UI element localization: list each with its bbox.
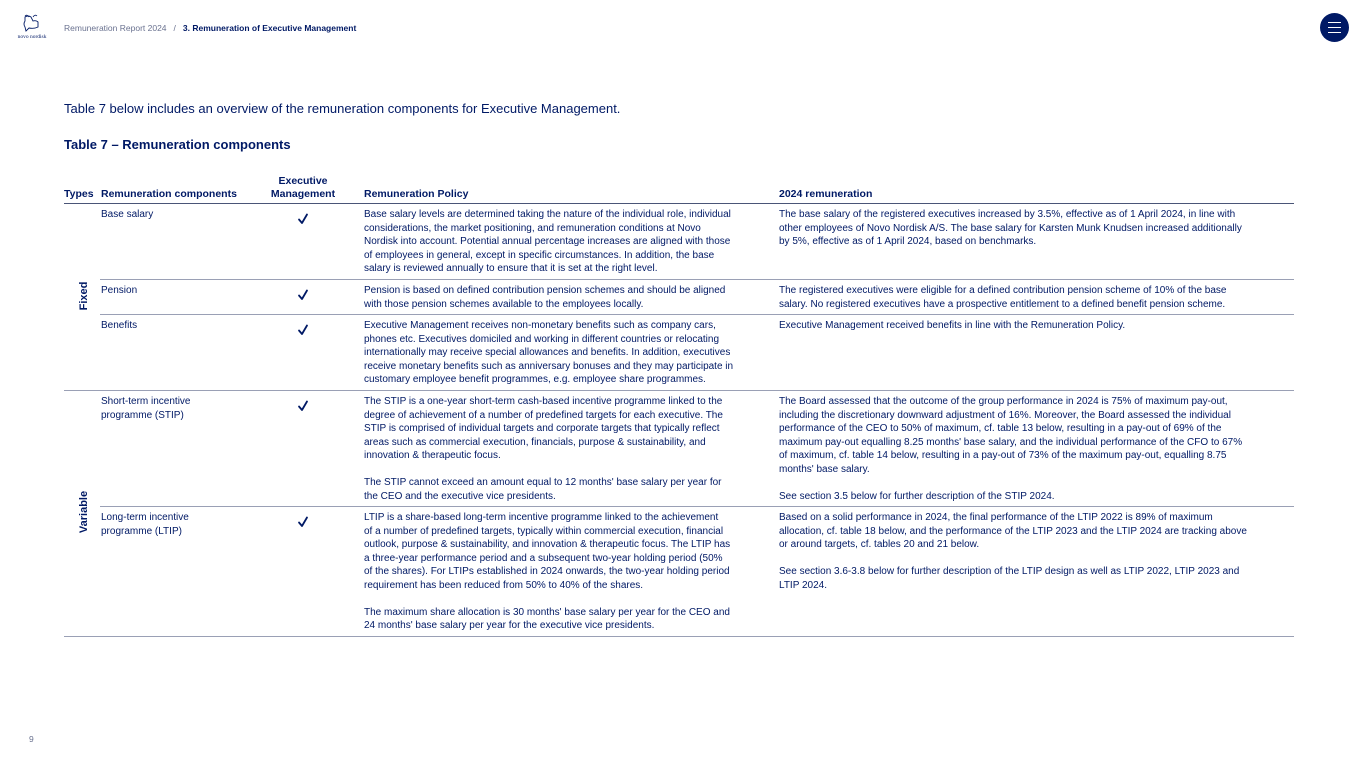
remuneration-line: performance of the CEO to 50% of maximum, cf. table 13 below, resulting in a pay-out of 69% of the [779, 423, 1222, 434]
remuneration-line: salary. No registered executives have a prospective entitlement to a defined benefit pension scheme. [779, 298, 1226, 310]
policy-line: The STIP cannot exceed an amount equal to 12 months' base salary per year for [364, 477, 722, 488]
novo-nordisk-logo[interactable] [14, 14, 50, 40]
policy-line: STIP is comprised of individual targets and corporate targets that typically reflect [364, 423, 720, 434]
policy-line: considerations, the market positioning, and remuneration conditions at Novo [364, 222, 701, 234]
row-divider [100, 279, 1294, 280]
component-line: programme (LTIP) [101, 525, 182, 537]
row-benefits [101, 319, 251, 333]
col-header-remuneration: 2024 remuneration [779, 188, 873, 200]
group-divider [64, 390, 1294, 391]
col-header-executive-line1: Executive [278, 175, 328, 187]
remuneration-line: The registered executives were eligible for a defined contribution pension scheme of 10% of the base [779, 285, 1227, 296]
policy-line [364, 592, 769, 606]
policy-ltip [364, 511, 769, 633]
policy-stip [364, 395, 769, 503]
remuneration-line: See section 3.6-3.8 below for further description of the LTIP design as well as LTIP 2022, LTIP 2023 and [779, 566, 1240, 577]
policy-line: customary employee benefit programmes, e.g. employee share programmes. [364, 374, 706, 385]
policy-line: salary is reviewed annually to ensure that it is set at the right level. [364, 263, 658, 274]
remuneration-line: other employees of Novo Nordisk A/S. The base salary for Karsten Munk Knudsen increased additionally [779, 222, 1242, 234]
component-line: Short-term incentive [101, 396, 191, 407]
col-header-executive [262, 175, 344, 201]
policy-line [364, 463, 769, 477]
remuneration-stip [779, 395, 1294, 503]
remuneration-line: Executive Management received benefits in line with the Remuneration Policy. [779, 320, 1126, 331]
remuneration-line: or around targets, cf. tables 20 and 21 below. [779, 539, 980, 550]
breadcrumb [64, 23, 356, 33]
breadcrumb-section[interactable]: 3. Remuneration of Executive Management [182, 23, 357, 33]
policy-line: The maximum share allocation is 30 months' base salary per year for the CEO and [364, 606, 730, 618]
table-bottom-rule [64, 636, 1294, 637]
row-divider [100, 506, 1294, 507]
policy-line: receive monetary benefits such as anniversary bonuses and they may participate in [364, 360, 734, 372]
remuneration-line: Based on a solid performance in 2024, the final performance of the LTIP 2022 is 89% of maximum [779, 512, 1213, 523]
remuneration-ltip [779, 511, 1294, 592]
hamburger-menu-icon [1328, 22, 1341, 23]
remuneration-benefits [779, 319, 1294, 333]
policy-base-salary [364, 208, 769, 276]
policy-benefits [364, 319, 769, 387]
policy-line: Nordisk into account. Potential annual percentage increases are aligned with those [364, 236, 731, 247]
policy-line: degree of achievement of a number of predefined targets for each executive. The [364, 409, 723, 421]
component-line: Benefits [101, 320, 138, 331]
page-number: 9 [29, 734, 34, 744]
remuneration-line: The Board assessed that the outcome of the group performance in 2024 is 75% of maximum pay-out, [779, 396, 1228, 407]
remuneration-line: by 5%, effective as of 1 April 2024, based on benchmarks. [779, 236, 1037, 247]
remuneration-line: See section 3.5 below for further description of the STIP 2024. [779, 490, 1055, 502]
group-label-fixed: Fixed [78, 281, 90, 311]
logo-wordmark: novo nordisk [17, 34, 47, 40]
policy-line: a three-year performance period and a subsequent two-year holding period (50% [364, 552, 723, 564]
remuneration-line: maximum pay-out equalling 8.25 months' base salary, and the individual performance of the CFO to 67% [779, 436, 1243, 448]
policy-line: 24 months' base salary per year for the executive vice presidents. [364, 620, 655, 631]
breadcrumb-report[interactable]: Remuneration Report 2024 [64, 23, 167, 33]
remuneration-line [779, 476, 1294, 490]
row-pension [101, 284, 251, 298]
row-base-salary [101, 208, 251, 222]
policy-line: innovation & therapeutic focus. [364, 450, 501, 461]
checkmark-icon [297, 289, 309, 301]
policy-line: Pension is based on defined contribution pension schemes and should be aligned [364, 285, 726, 296]
header-rule [64, 203, 1294, 204]
policy-line: the CEO and the executive vice presidents. [364, 490, 556, 502]
remuneration-line: of maximum, cf. table 14 below, resulting in a pay-out of 73% of the maximum pay-out, equalling 8.75 [779, 450, 1227, 461]
intro-text: Table 7 below includes an overview of the remuneration components for Executive Management. [64, 101, 621, 116]
remuneration-line: months' base salary. [779, 463, 870, 475]
group-label-variable: Variable [78, 490, 90, 534]
policy-line: LTIP is a share-based long-term incentive programme linked to the achievement [364, 512, 719, 523]
remuneration-pension [779, 284, 1294, 311]
remuneration-line: The base salary of the registered executives increased by 3.5%, effective as of 1 April 2024, in line with [779, 209, 1236, 220]
policy-line: areas such as commercial execution, financials, purpose & sustainability, and [364, 436, 706, 448]
component-line: Long-term incentive [101, 512, 189, 523]
policy-line: of the shares). For LTIPs established in 2024 onwards, the two-year holding period [364, 566, 730, 577]
component-line: Base salary [101, 209, 154, 220]
table-title: Table 7 – Remuneration components [64, 137, 291, 152]
row-stip [101, 395, 251, 422]
checkmark-icon [297, 400, 309, 412]
col-header-executive-line2: Management [270, 188, 336, 200]
policy-line: outlook, purpose & sustainability, and innovation & therapeutic focus. The LTIP has [364, 539, 731, 550]
policy-line: of a number of predefined targets, typically within commercial execution, financial [364, 525, 724, 537]
menu-button[interactable] [1320, 13, 1349, 42]
remuneration-line [779, 552, 1294, 566]
remuneration-base-salary [779, 208, 1294, 249]
row-divider [100, 314, 1294, 315]
remuneration-line: allocation, cf. table 18 below, and the performance of the LTIP 2023 and the LTIP 2024 are tracking above [779, 525, 1247, 537]
policy-line: phones etc. Executives domiciled and working in different countries or relocating [364, 333, 720, 345]
component-line: programme (STIP) [101, 409, 184, 421]
checkmark-icon [297, 516, 309, 528]
policy-line: requirement has been reduced from 50% to 40% of the shares. [364, 579, 644, 591]
policy-line: of employees in general, except in specific circumstances. In addition, the base [364, 249, 715, 261]
policy-pension [364, 284, 769, 311]
hamburger-line [1328, 27, 1341, 28]
checkmark-icon [297, 324, 309, 336]
remuneration-line: LTIP 2024. [779, 579, 827, 591]
policy-line: with those pension schemes available to the employees locally. [364, 298, 644, 310]
policy-line: The STIP is a one-year short-term cash-based incentive programme linked to the [364, 396, 723, 407]
policy-line: Executive Management receives non-monetary benefits such as company cars, [364, 320, 716, 331]
policy-line: Base salary levels are determined taking the nature of the individual role, individual [364, 209, 731, 220]
row-ltip [101, 511, 251, 538]
col-header-types: Types [64, 188, 94, 200]
component-line: Pension [101, 285, 138, 296]
policy-line: internationally may receive special allowances and benefits. In addition, executives [364, 347, 731, 358]
col-header-policy: Remuneration Policy [364, 188, 469, 200]
hamburger-line [1328, 32, 1341, 33]
breadcrumb-separator: / [173, 23, 176, 33]
remuneration-line: including the discretionary downward adjustment of 16%. Moreover, the Board assessed the individual [779, 409, 1231, 421]
col-header-components: Remuneration components [101, 188, 237, 200]
checkmark-icon [297, 213, 309, 225]
